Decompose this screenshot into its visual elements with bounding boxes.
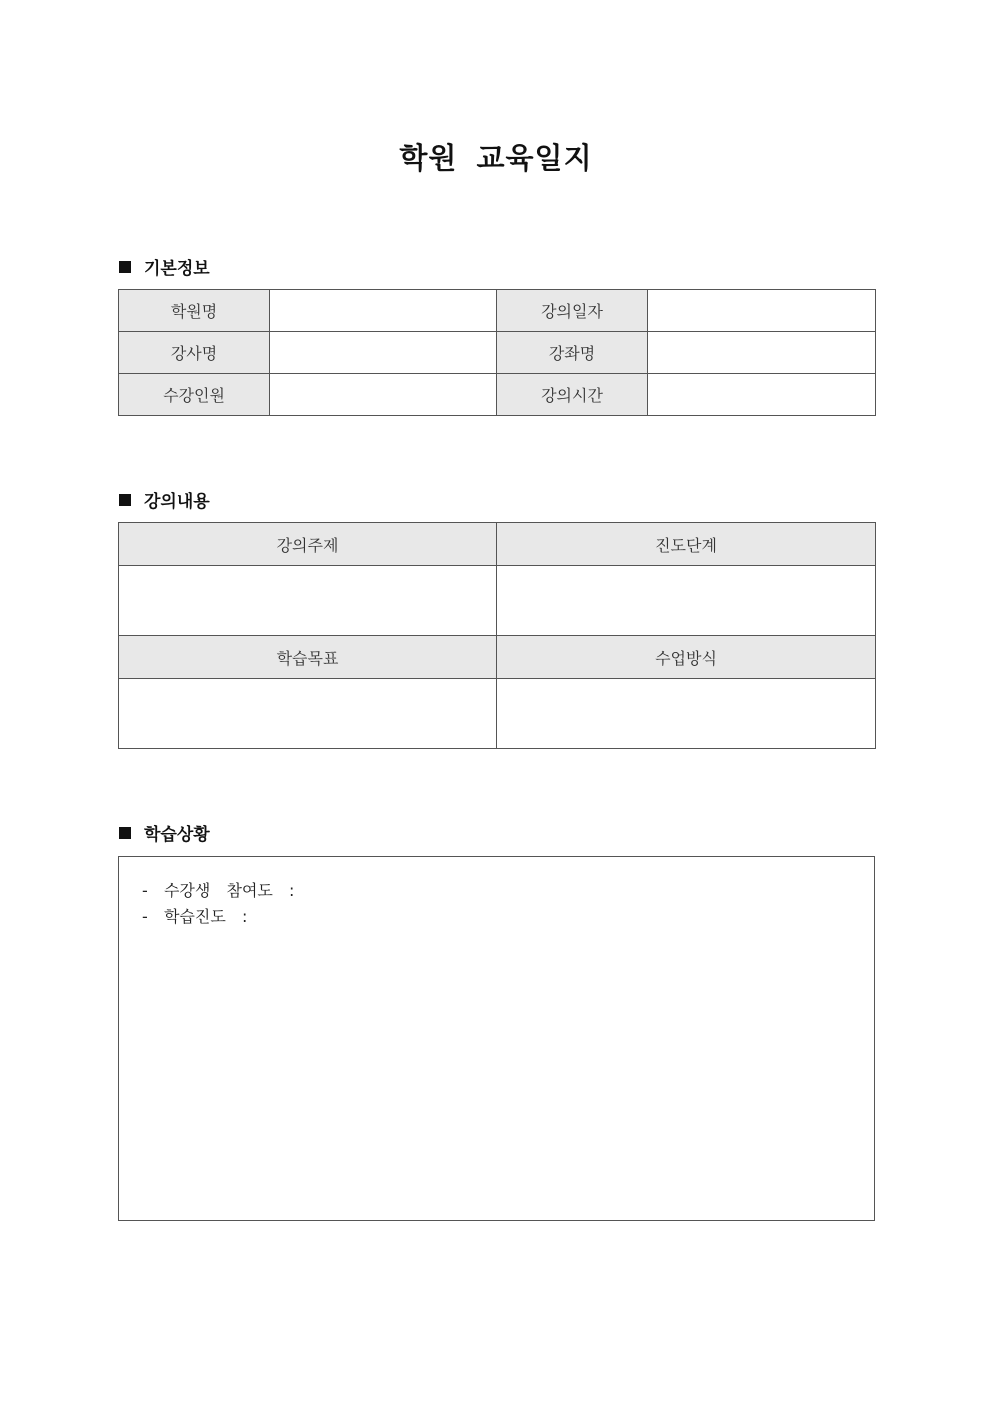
table-row bbox=[119, 332, 876, 374]
section-basic-heading bbox=[119, 254, 210, 279]
lecture-time-label: 강의시간 bbox=[497, 374, 648, 416]
instructor-name-label: 강사명 bbox=[119, 332, 270, 374]
enrollment-count-label: 수강인원 bbox=[119, 374, 270, 416]
square-bullet-icon bbox=[119, 827, 131, 839]
teaching-method-label: 수업방식 bbox=[497, 636, 876, 679]
enrollment-count-field[interactable] bbox=[270, 374, 497, 416]
document-title: 학원 교육일지 bbox=[399, 141, 593, 175]
lecture-time-field[interactable] bbox=[648, 374, 876, 416]
table-row bbox=[119, 636, 876, 679]
lecture-topic-label: 강의주제 bbox=[119, 523, 497, 566]
lecture-date-field[interactable] bbox=[648, 290, 876, 332]
academy-name-field[interactable] bbox=[270, 290, 497, 332]
section-basic-title: 기본정보 bbox=[144, 259, 210, 279]
table-row bbox=[119, 523, 876, 566]
section-lecture-title: 강의내용 bbox=[144, 492, 210, 512]
learning-progress-line: - 학습진도 : bbox=[142, 907, 248, 926]
course-name-field[interactable] bbox=[648, 332, 876, 374]
table-row bbox=[119, 290, 876, 332]
square-bullet-icon bbox=[119, 494, 131, 506]
course-name-label: 강좌명 bbox=[497, 332, 648, 374]
square-bullet-icon bbox=[119, 261, 131, 273]
instructor-name-field[interactable] bbox=[270, 332, 497, 374]
progress-stage-field[interactable] bbox=[497, 566, 876, 636]
lecture-date-label: 강의일자 bbox=[497, 290, 648, 332]
table-row bbox=[119, 679, 876, 749]
lecture-topic-field[interactable] bbox=[119, 566, 497, 636]
academy-name-label: 학원명 bbox=[119, 290, 270, 332]
section-lecture-heading bbox=[119, 487, 210, 512]
table-row bbox=[119, 566, 876, 636]
learning-goal-field[interactable] bbox=[119, 679, 497, 749]
table-row bbox=[119, 374, 876, 416]
learning-goal-label: 학습목표 bbox=[119, 636, 497, 679]
section-status-title: 학습상황 bbox=[144, 825, 210, 845]
section-status-heading bbox=[119, 820, 210, 845]
participation-line: - 수강생 참여도 : bbox=[142, 881, 295, 900]
learning-status-box[interactable] bbox=[118, 856, 875, 1221]
lecture-content-table bbox=[118, 522, 876, 749]
basic-info-table bbox=[118, 289, 876, 416]
teaching-method-field[interactable] bbox=[497, 679, 876, 749]
progress-stage-label: 진도단계 bbox=[497, 523, 876, 566]
